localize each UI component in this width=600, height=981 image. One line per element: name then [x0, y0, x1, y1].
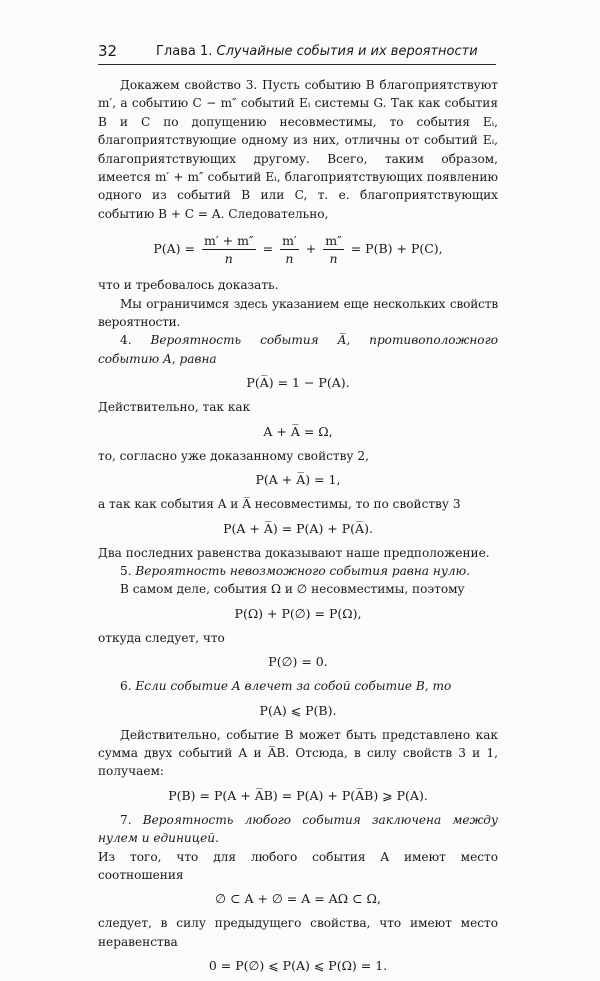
page-number: 32: [98, 42, 118, 60]
body-text: [98, 76, 498, 981]
paragraph-incompatible: а так как события A и A̅ несовместимы, то по свойству 3: [98, 497, 461, 512]
fraction-m-sum: [202, 232, 256, 267]
formula-empty-zero: P(∅) = 0.: [268, 654, 328, 670]
paragraph-two-equalities: Два последних равенства доказывают наше предположение.: [98, 545, 490, 560]
paragraph-qed: что и требовалось доказать.: [98, 278, 279, 293]
fraction-denominator: n: [224, 251, 233, 267]
formula-set-inclusion: ∅ ⊂ A + ∅ = A = AΩ ⊂ Ω,: [215, 891, 381, 907]
paragraph-more-properties: Мы ограничимся здесь указанием еще нескольких свойств вероятности.: [98, 296, 498, 330]
formula-probability-sum: [98, 232, 498, 267]
paragraph-inequalities: следует, в силу предыдущего свойства, что имеют место неравенства: [98, 916, 498, 949]
property-number: 7.: [120, 812, 132, 827]
formula-prob-sum-complement: P(A + A̅) = P(A) + P(A̅).: [223, 520, 373, 536]
formula-plus: +: [305, 241, 317, 257]
fraction-m-prime: [280, 232, 299, 267]
property-6-statement: [98, 677, 498, 695]
paragraph-indeed: Действительно, так как: [98, 400, 251, 415]
formula-omega-empty: P(Ω) + P(∅) = P(Ω),: [234, 605, 362, 621]
paragraph-whence: откуда следует, что: [98, 630, 225, 645]
chapter-label: Глава 1.: [156, 44, 213, 59]
property-4-statement: [98, 331, 498, 368]
fraction-m-double-prime: [323, 232, 344, 267]
formula-prob-b: P(B) = P(A + A̅B) = P(A) + P(A̅B) ⩾ P(A).: [168, 787, 428, 803]
paragraph-property-2: то, согласно уже доказанному свойству 2,: [98, 448, 369, 463]
formula-a-plus-complement: A + A̅ = Ω,: [263, 423, 333, 439]
property-number: 6.: [120, 679, 132, 694]
formula-rhs: = P(B) + P(C),: [350, 241, 443, 257]
formula-bounds: 0 = P(∅) ⩽ P(A) ⩽ P(Ω) = 1.: [208, 958, 388, 974]
property-number: 4.: [120, 333, 132, 348]
paragraph-sum-of-two: Действительно, событие B может быть представлено как сумма двух событий A и A̅B. Отсюда, в силу свойств 3 и 1, получаем:: [98, 727, 498, 779]
chapter-name: Случайные события и их вероятности: [216, 44, 478, 59]
formula-monotone: P(A) ⩽ P(B).: [259, 702, 337, 718]
paragraph-proof-property-3: Докажем свойство 3. Пусть событию B благоприятствуют m′, а событию C − m″ событий Eᵢ системы G. Так как события B и C по допущению несовместимы, то события Eᵢ, благоприятствующие одному из них, отличны от событий Eᵢ, благоприятствующих другому. Всего, таким образом, имеется m′ + m″ событий Eᵢ, благоприятствующих появлению одного из событий B или C, т. е. благоприятствующих событию B + C = A. Следовательно,: [98, 78, 498, 221]
paragraph-relations: Из того, что для любого события A имеют место соотношения: [98, 849, 498, 882]
property-number: 5.: [120, 563, 132, 578]
property-text: Вероятность любого события заключена между нулем и единицей.: [98, 812, 498, 846]
fraction-denominator: n: [329, 251, 338, 267]
formula-prob-one: P(A + A̅) = 1,: [255, 472, 341, 488]
formula-equals: =: [262, 241, 274, 257]
fraction-numerator: m′ + m″: [203, 233, 254, 249]
running-head: [98, 41, 496, 63]
property-7-statement: [98, 811, 498, 848]
chapter-title: [156, 44, 478, 59]
fraction-numerator: m′: [282, 233, 297, 249]
fraction-denominator: n: [285, 251, 294, 267]
property-text: Вероятность невозможного события равна нулю.: [135, 563, 471, 578]
property-5-statement: [98, 562, 498, 580]
property-text: Вероятность события A̅, противоположного событию A, равна: [98, 333, 498, 366]
property-text: Если событие A влечет за собой событие B, то: [135, 679, 452, 694]
header-rule: [98, 64, 496, 65]
paragraph-in-fact: В самом деле, события Ω и ∅ несовместимы, поэтому: [120, 582, 465, 597]
fraction-numerator: m″: [325, 233, 342, 249]
formula-lhs: P(A) =: [153, 241, 195, 257]
formula-complement: P(A̅) = 1 − P(A).: [246, 375, 350, 391]
